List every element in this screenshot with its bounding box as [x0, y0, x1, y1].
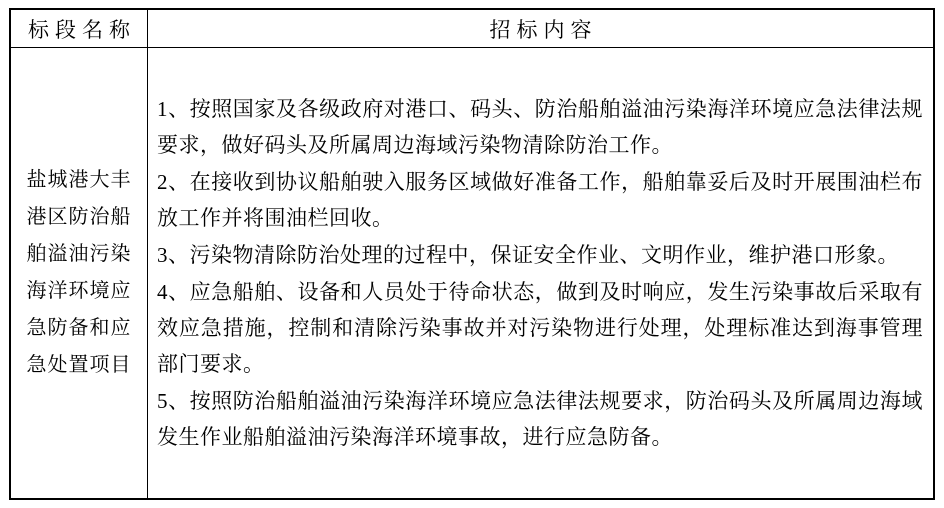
bid-content-item: 3、污染物清除防治处理的过程中，保证安全作业、文明作业，维护港口形象。	[157, 243, 899, 267]
section-name-line: 盐城港大丰	[26, 169, 132, 191]
section-name-text	[27, 162, 132, 384]
section-name-line: 海洋环境应	[26, 280, 132, 302]
section-name-line: 港区防治船	[26, 206, 132, 228]
bid-content-list	[157, 90, 923, 456]
header-bid-content: 招标内容	[148, 10, 933, 48]
section-name-line: 急处置项目	[26, 354, 132, 376]
bid-content-item: 2、在接收到协议船舶驶入服务区域做好准备工作，船舶靠妥后及时开展围油栏布放工作并将围油栏回收。	[157, 170, 923, 230]
section-name-line: 舶溢油污染	[26, 243, 132, 265]
section-name-cell	[11, 48, 148, 498]
section-name-line: 急防备和应	[26, 317, 132, 339]
bid-content-cell	[148, 48, 933, 498]
bid-content-item: 5、按照防治船舶溢油污染海洋环境应急法律法规要求，防治码头及所属周边海域发生作业船舶溢油污染海洋环境事故，进行应急防备。	[157, 389, 923, 449]
bid-sections-table	[9, 8, 935, 500]
header-section-name: 标段名称	[11, 10, 148, 48]
bid-content-item: 1、按照国家及各级政府对港口、码头、防治船舶溢油污染海洋环境应急法律法规要求，做好码头及所属周边海域污染物清除防治工作。	[157, 97, 923, 157]
bid-content-item: 4、应急船舶、设备和人员处于待命状态，做到及时响应，发生污染事故后采取有效应急措施，控制和清除污染事故并对污染物进行处理，处理标准达到海事管理部门要求。	[157, 280, 923, 376]
